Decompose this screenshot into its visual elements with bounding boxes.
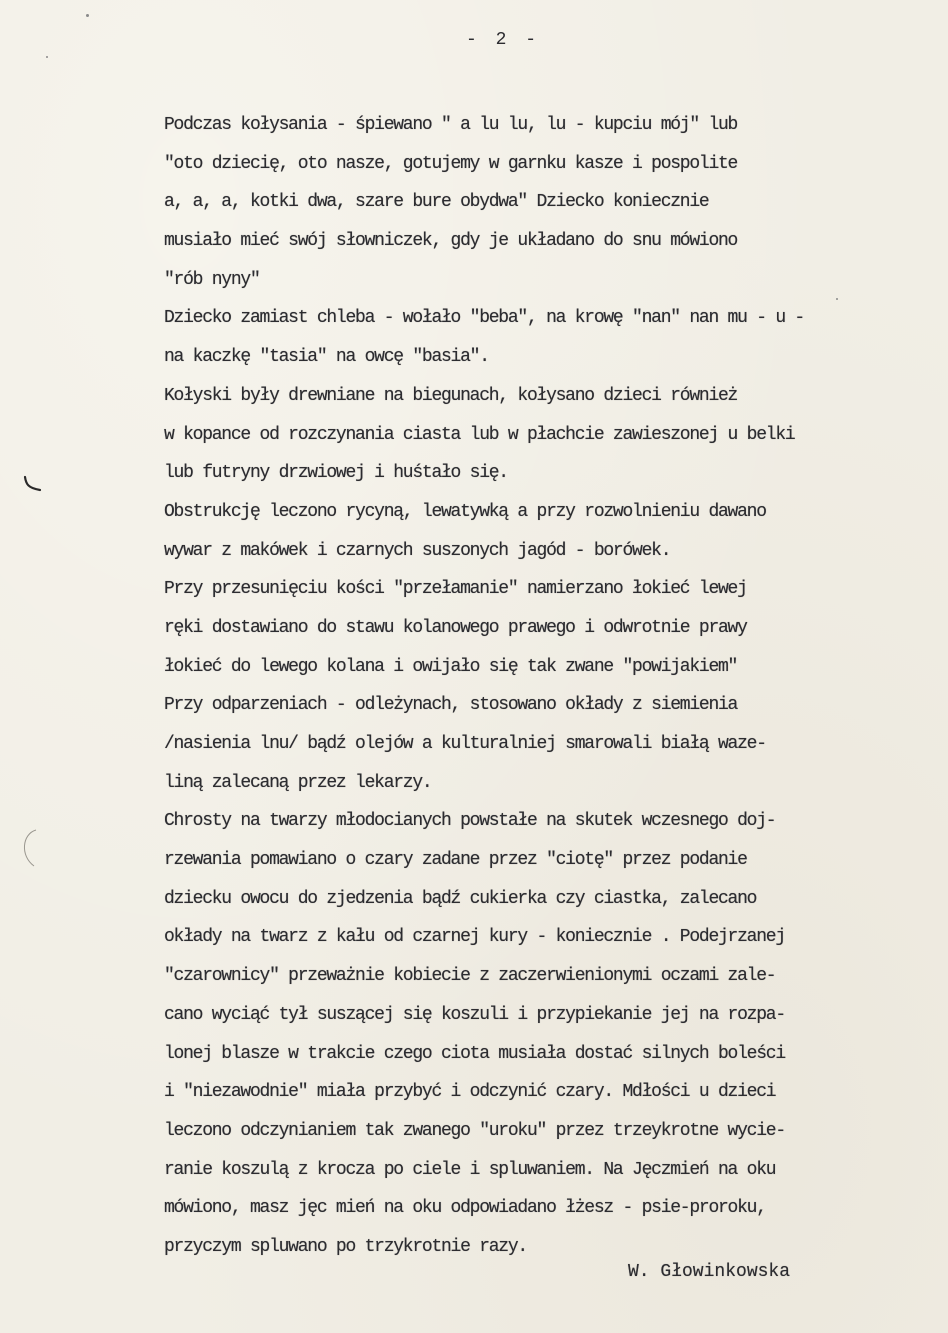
- text-line: musiało mieć swój słowniczek, gdy je układano do snu mówiono: [164, 231, 738, 252]
- paper-speck: [46, 56, 48, 58]
- text-line: Chrosty na twarzy młodocianych powstałe na skutek wczesnego doj-: [164, 811, 776, 832]
- text-line: ręki dostawiano do stawu kolanowego prawego i odwrotnie prawy: [164, 617, 747, 638]
- text-line: lub futryny drzwiowej i huśtało się.: [164, 463, 508, 484]
- text-line: dziecku owocu do zjedzenia bądź cukierka czy ciastka, zalecano: [164, 888, 757, 909]
- text-line: Dziecko zamiast chleba - wołało "beba", na krowę "nan" nan mu - u -: [164, 308, 804, 329]
- text-line: "czarownicy" przeważnie kobiecie z zaczerwienionymi oczami zale-: [164, 966, 776, 987]
- text-line: mówiono, masz jęc mień na oku odpowiadano łżesz - psie-proroku,: [164, 1198, 766, 1219]
- text-line: okłady na twarz z kału od czarnej kury - koniecznie . Podejrzanej: [164, 927, 785, 948]
- text-line: rzewania pomawiano o czary zadane przez "ciotę" przez podanie: [164, 850, 747, 871]
- text-line: na kaczkę "tasia" na owcę "basia".: [164, 347, 489, 368]
- text-line: ranie koszulą z krocza po ciele i spluwaniem. Na Jęczmień na oku: [164, 1159, 776, 1180]
- text-line: Obstrukcję leczono rycyną, lewatywką a przy rozwolnieniu dawano: [164, 501, 766, 522]
- text-line: cano wyciąć tył suszącej się koszuli i przypiekanie jej na rozpa-: [164, 1004, 785, 1025]
- text-line: /nasienia lnu/ bądź olejów a kulturalniej smarowali białą waze-: [164, 734, 766, 754]
- text-line: wywar z makówek i czarnych suszonych jagód - borówek.: [164, 540, 671, 561]
- text-line: liną zalecaną przez lekarzy.: [164, 772, 432, 793]
- text-line: lonej blasze w trakcie czego ciota musiała dostać silnych boleści: [164, 1043, 785, 1064]
- paper-speck: [86, 14, 89, 17]
- text-line: a, a, a, kotki dwa, szare bure obydwa" Dziecko koniecznie: [164, 192, 709, 213]
- text-line: Przy odparzeniach - odleżynach, stosowano okłady z siemienia: [164, 695, 738, 716]
- text-line: Kołyski były drewniane na biegunach, kołysano dzieci również: [164, 385, 738, 406]
- text-line: "oto dziecię, oto nasze, gotujemy w garnku kasze i pospolite: [164, 153, 738, 174]
- text-line: leczono odczynianiem tak zwanego "uroku" przez trzeykrotne wycie-: [164, 1120, 785, 1141]
- paper-crease-mark: [14, 826, 42, 870]
- text-line: Przy przesunięciu kości "przełamanie" namierzano łokieć lewej: [164, 579, 747, 600]
- text-line: przyczym spluwano po trzykrotnie razy.: [164, 1236, 527, 1257]
- text-line: "rób nyny": [164, 269, 260, 290]
- page-number: - 2 -: [466, 30, 541, 50]
- text-line: w kopance od rozczynania ciasta lub w płachcie zawieszonej u belki: [164, 424, 795, 445]
- body-text: [164, 106, 948, 1267]
- margin-ink-mark: [22, 474, 42, 494]
- text-line: i "niezawodnie" miała przybyć i odczynić czary. Mdłości u dzieci: [164, 1082, 776, 1103]
- text-line: łokieć do lewego kolana i owijało się tak zwane "powijakiem": [164, 656, 738, 677]
- text-line: Podczas kołysania - śpiewano " a lu lu, lu - kupciu mój" lub: [164, 115, 738, 135]
- author-signature: W. Głowinkowska: [628, 1262, 791, 1282]
